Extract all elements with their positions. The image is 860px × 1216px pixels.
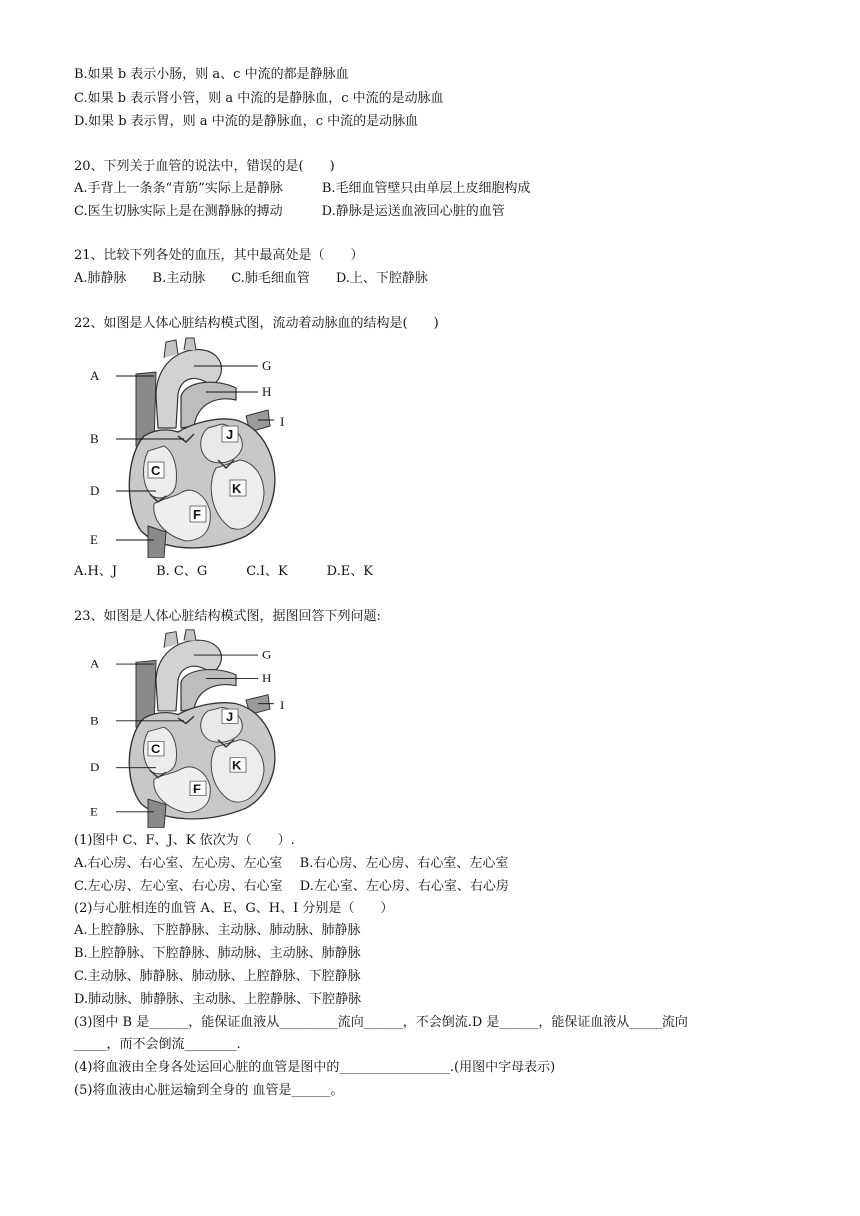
label-g: G: [262, 648, 272, 662]
q20-options-cd: C.医生切脉实际上是在测静脉的搏动 D.静脉是运送血液回心脏的血管: [74, 204, 505, 219]
q23-part1-options-cd: C.左心房、左心室、右心房、右心室 D.左心室、左心房、右心室、右心房: [74, 879, 509, 894]
q23-part1-options-ab: A.右心房、右心室、左心房、左心室 B.右心房、左心房、右心室、左心室: [74, 856, 509, 871]
q23-part1: (1)图中 C、F、J、K 依次为（ ）.: [74, 833, 295, 848]
label-j: J: [226, 427, 234, 442]
label-b: B: [90, 431, 99, 446]
label-c: C: [151, 463, 161, 478]
label-k: K: [231, 759, 242, 773]
q22-stem: 22、如图是人体心脏结构模式图，流动着动脉血的结构是( ): [74, 316, 439, 331]
q23-part3-line2: _____，而不会倒流________.: [74, 1037, 241, 1052]
label-k: K: [232, 481, 242, 496]
q20-stem: 20、下列关于血管的说法中，错误的是( ): [74, 159, 335, 174]
q23-stem: 23、如图是人体心脏结构模式图，据图回答下列问题:: [74, 609, 381, 624]
label-c: C: [151, 742, 161, 757]
label-e: E: [90, 804, 98, 819]
q23-part2-option-c: C.主动脉、肺静脉、肺动脉、上腔静脉、下腔静脉: [74, 969, 361, 984]
q21-stem: 21、比较下列各处的血压，其中最高处是（ ）: [74, 248, 364, 263]
label-d: D: [90, 483, 100, 498]
label-a: A: [90, 368, 100, 383]
q23-part2-option-d: D.肺动脉、肺静脉、主动脉、上腔静脉、下腔静脉: [74, 992, 362, 1007]
q19-option-b: B.如果 b 表示小肠，则 a、c 中流的都是静脉血: [74, 67, 349, 82]
heart-diagram-q22: [86, 336, 296, 558]
label-d: D: [90, 760, 100, 775]
label-i: I: [280, 414, 285, 429]
label-h: H: [262, 671, 272, 685]
q23-part4: (4)将血液由全身各处运回心脏的血管是图中的_________________.(用图中字母表示): [74, 1060, 556, 1075]
label-f: F: [193, 507, 201, 522]
heart-illustration: [129, 338, 275, 558]
label-a: A: [90, 657, 100, 671]
q19-option-d: D.如果 b 表示胃，则 a 中流的是静脉血，c 中流的是动脉血: [74, 114, 419, 129]
label-g: G: [262, 358, 272, 373]
q21-options: A.肺静脉 B.主动脉 C.肺毛细血管 D.上、下腔静脉: [74, 271, 428, 286]
q23-part3-line1: (3)图中 B 是______，能保证血液从_________流向______，不会倒流.D 是______，能保证血液从_____流向: [74, 1015, 688, 1030]
label-e: E: [90, 532, 98, 547]
label-b: B: [90, 713, 99, 728]
label-h: H: [262, 384, 272, 399]
q22-options: A.H、J B. C、G C.I、K D.E、K: [74, 564, 373, 579]
q23-part2: (2)与心脏相连的血管 A、E、G、H、I 分别是（ ）: [74, 901, 394, 916]
label-j: J: [225, 710, 234, 724]
heart-illustration: [129, 630, 275, 828]
label-i: I: [280, 698, 285, 712]
heart-diagram-q23: [86, 628, 296, 828]
q19-option-c: C.如果 b 表示肾小管，则 a 中流的是静脉血，c 中流的是动脉血: [74, 91, 444, 106]
label-f: F: [193, 782, 201, 796]
q23-part5: (5)将血液由心脏运输到全身的 血管是______。: [74, 1083, 344, 1098]
q20-options-ab: A.手背上一条条“青筋”实际上是静脉 B.毛细血管壁只由单层上皮细胞构成: [74, 181, 531, 196]
q23-part2-option-a: A.上腔静脉、下腔静脉、主动脉、肺动脉、肺静脉: [74, 923, 361, 938]
q23-part2-option-b: B.上腔静脉、下腔静脉、肺动脉、主动脉、肺静脉: [74, 946, 361, 961]
